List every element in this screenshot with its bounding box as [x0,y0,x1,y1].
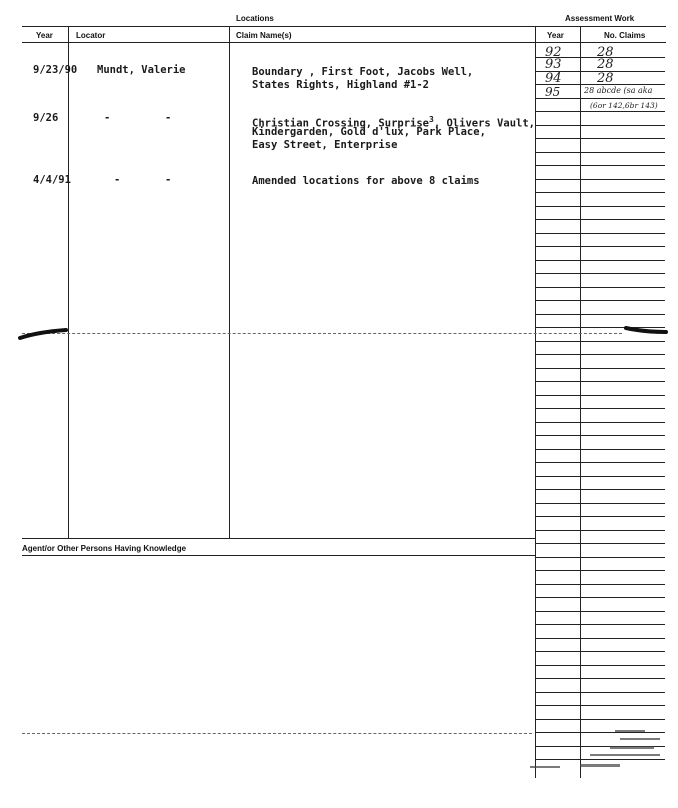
entry-date: 9/23/90 [33,64,78,76]
aw-row-line [535,165,665,166]
aw-year: 94 [545,71,562,86]
aw-count: 28 [597,71,614,86]
aw-row-line [535,314,665,315]
aw-row-line [535,138,665,139]
divider-year-locator [68,26,69,538]
aw-row-line [535,557,665,558]
entry-date: 4/4/91 [33,174,71,186]
entry-claims-line: Boundary , First Foot, Jacobs Well, [252,66,474,78]
aw-row-line [535,665,665,666]
col-aw-no-header: No. Claims [604,31,646,40]
aw-row-line [535,354,665,355]
aw-row-line [535,597,665,598]
entry-locator-ditto: - [104,112,111,124]
aw-row-line [535,219,665,220]
entry-locator-ditto: - [165,174,172,186]
entry-claims-line: Easy Street, Enterprise [252,139,398,151]
aw-row-line [535,273,665,274]
aw-row-line [535,111,665,112]
entry-claims-line: Kindergarden, Gold d'lux, Park Place, [252,126,486,138]
ink-stroke-left [18,324,78,344]
ink-stroke-right [620,322,678,342]
entry-locator-ditto: - [114,174,121,186]
aw-row-line [535,260,665,261]
aw-row-line [535,678,665,679]
aw-row-line [535,489,665,490]
aw-row-line [535,503,665,504]
aw-count: 28 [597,57,614,72]
locations-header: Locations [236,14,274,23]
bottom-dash-line [22,733,532,734]
aw-row-line [535,179,665,180]
assessment-work-header: Assessment Work [565,14,635,23]
aw-row-line [535,246,665,247]
aw-count: 28 [597,45,614,60]
aw-row-line [535,192,665,193]
entry-locator: Mundt, Valerie [97,64,186,76]
aw-row-line [535,570,665,571]
header-rule [22,42,666,43]
aw-row-line [535,516,665,517]
scan-noise [520,720,670,780]
entry-claims-line: Christian Crossing, Surprise$^3$, Olivers Vault, [252,115,535,130]
aw-count: 28 abcde (sa aka [584,86,653,95]
aw-row-line [535,584,665,585]
aw-row-line [535,152,665,153]
aw-row-line [535,705,665,706]
aw-row-line [535,368,665,369]
aw-row-line [535,422,665,423]
aw-row-line [535,125,665,126]
entry-claims-line: States Rights, Highland #1-2 [252,79,430,91]
aw-row-line [535,206,665,207]
agent-label: Agent/or Other Persons Having Knowledge [22,544,187,553]
aw-row-line [535,395,665,396]
aw-row-line [535,651,665,652]
aw-row-line [535,624,665,625]
entry-claims-line: Amended locations for above 8 claims [252,175,480,187]
col-year-header: Year [36,31,53,40]
col-aw-year-header: Year [547,31,564,40]
aw-row-line [535,381,665,382]
aw-row-line [535,692,665,693]
aw-row-line [535,300,665,301]
col-claims-header: Claim Name(s) [236,31,292,40]
aw-row-line [535,435,665,436]
aw-row-line [535,476,665,477]
aw-year: 93 [545,57,562,72]
top-rule [22,26,666,27]
aw-count: (6or 142,6br 143) [590,101,658,110]
entry-locator-ditto: - [165,112,172,124]
agent-rule-top [22,538,535,539]
aw-row-line [535,408,665,409]
aw-row-line [535,287,665,288]
scan-dash-line [22,333,622,334]
col-locator-header: Locator [76,31,106,40]
aw-row-line [535,543,665,544]
divider-locator-claims [229,26,230,538]
aw-row-line [535,233,665,234]
entry-date: 9/26 [33,112,59,124]
aw-row-line [535,611,665,612]
aw-row-line [535,638,665,639]
agent-rule-bottom [22,555,535,556]
aw-row-line [535,530,665,531]
aw-row-line [535,462,665,463]
aw-year: 92 [545,45,562,60]
aw-row-line [535,449,665,450]
aw-year: 95 [545,85,561,99]
